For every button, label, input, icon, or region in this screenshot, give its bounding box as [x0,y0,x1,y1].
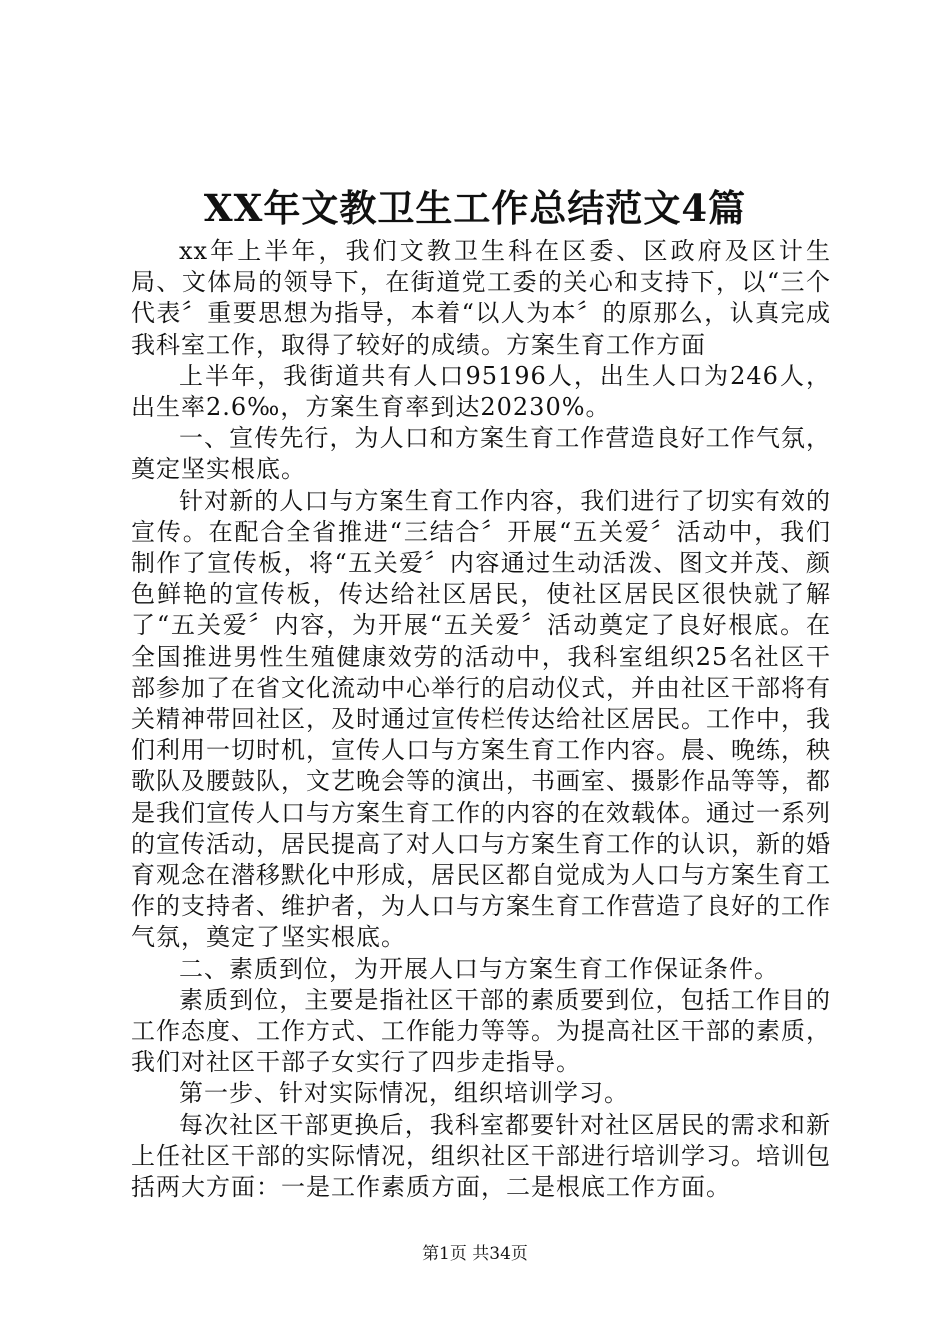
paragraph: 二、素质到位，为开展人口与方案生育工作保证条件。 [179,954,779,983]
paragraph: xx年上半年，我们文教卫生科在区委、区政府及区计生局、文体局的领导下，在街道党工委的关心和支持下，以“三个代表〞重要思想为指导，本着“以人为本〞的原那么，认真完成我科室工作，取得了较好的成绩。方案生育工作方面 [131,237,831,359]
paragraph: 素质到位，主要是指社区干部的素质要到位，包括工作目的工作态度、工作方式、工作能力等等。为提高社区干部的素质，我们对社区干部子女实行了四步走指导。 [131,985,831,1077]
paragraph: 上半年，我街道共有人口95196人，出生人口为246人，出生率2.6‰，方案生育率到达20230%。 [131,361,831,422]
paragraph: 一、宣传先行，为人口和方案生育工作营造良好工作气氛，奠定坚实根底。 [131,424,831,484]
page-number-footer: 第1页 共34页 [422,1244,528,1264]
paragraph: 针对新的人口与方案生育工作内容，我们进行了切实有效的宣传。在配合全省推进“三结合〞开展“五关爱〞活动中，我们制作了宣传板，将“五关爱〞内容通过生动活泼、图文并茂、颜色鲜艳的宣传板，传达给社区居民，使社区居民区很快就了解了“五关爱〞内容，为开展“五关爱〞活动奠定了良好根底。在全国推进男性生殖健康效劳的活动中，我科室组织25名社区干部参加了在省文化流动中心举行的启动仪式，并由社区干部将有关精神带回社区，及时通过宣传栏传达给社区居民。工作中，我们利用一切时机，宣传人口与方案生育工作内容。晨、晚练，秧歌队及腰鼓队，文艺晚会等的演出，书画室、摄影作品等等，都是我们宣传人口与方案生育工作的内容的在效载体。通过一系列的宣传活动，居民提高了对人口与方案生育工作的认识，新的婚育观念在潜移默化中形成，居民区都自觉成为人口与方案生育工作的支持者、维护者，为人口与方案生育工作营造了良好的工作气氛，奠定了坚实根底。 [131,486,831,952]
paragraph: 每次社区干部更换后，我科室都要针对社区居民的需求和新上任社区干部的实际情况，组织社区干部进行培训学习。培训包括两大方面：一是工作素质方面，二是根底工作方面。 [131,1110,831,1202]
paragraph: 第一步、针对实际情况，组织培训学习。 [179,1079,629,1108]
document-title: XX年文教卫生工作总结范文4篇 [203,186,747,230]
document-body [131,236,831,1203]
